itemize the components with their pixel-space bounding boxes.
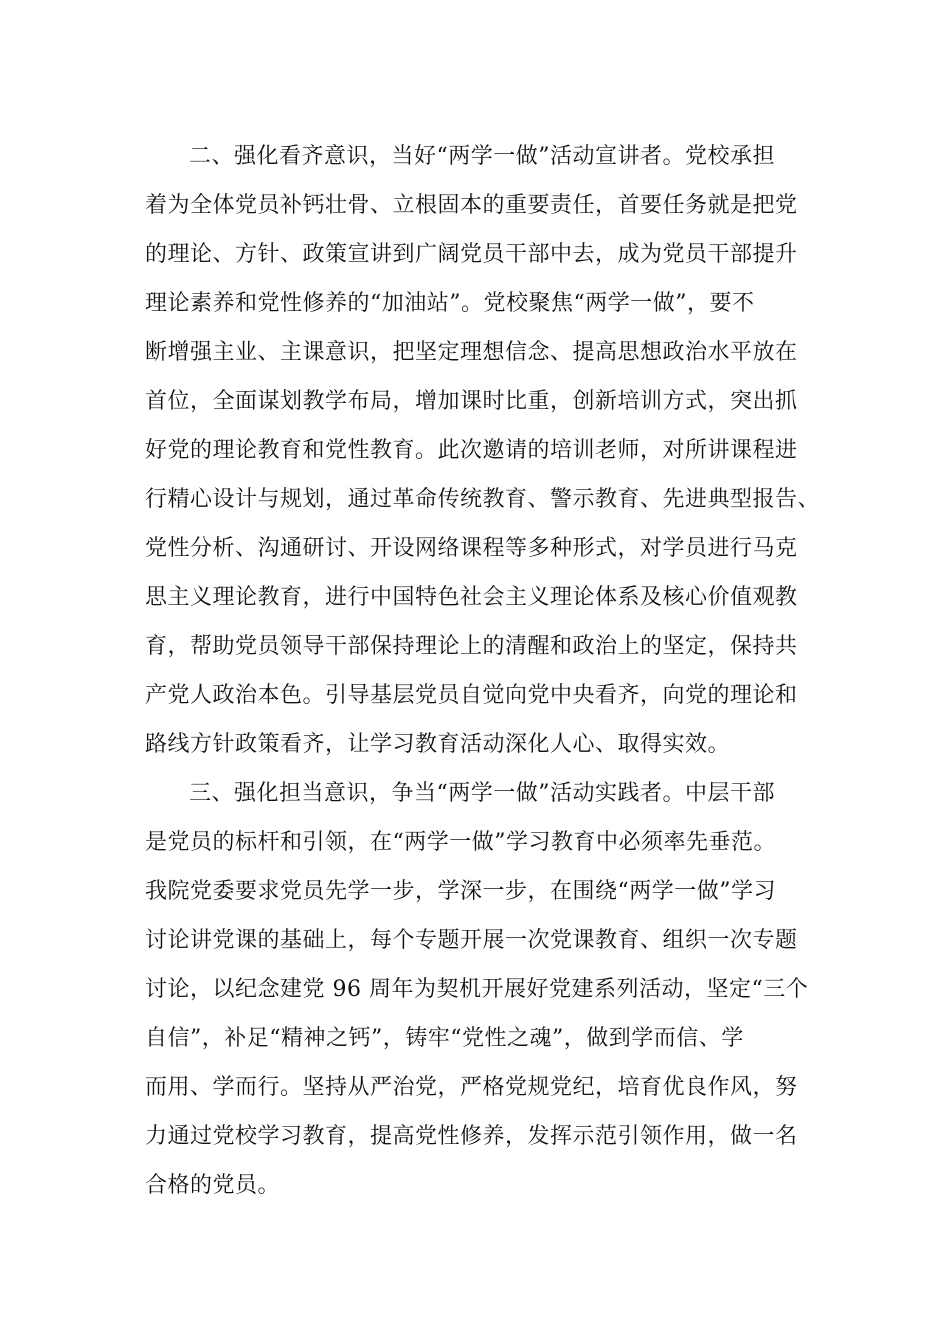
- text-line: 讨论，以纪念建党 96 周年为契机开展好党建系列活动，坚定“三个: [145, 977, 809, 1002]
- text-line: 行精心设计与规划，通过革命传统教育、警示教育、先进典型报告、: [145, 487, 821, 512]
- text-line: 好党的理论教育和党性教育。此次邀请的培训老师，对所讲课程进: [145, 438, 798, 463]
- text-line: 讨论讲党课的基础上，每个专题开展一次党课教育、组织一次专题: [145, 928, 798, 953]
- text-line: 三、强化担当意识，争当“两学一做”活动实践者。中层干部: [189, 781, 775, 806]
- paragraph-2: [145, 132, 825, 769]
- text-line: 二、强化看齐意识，当好“两学一做”活动宣讲者。党校承担: [189, 144, 775, 169]
- paragraph-3: [145, 769, 825, 1210]
- text-line: 育，帮助党员领导干部保持理论上的清醒和政治上的坚定，保持共: [145, 634, 798, 659]
- text-line: 产党人政治本色。引导基层党员自觉向党中央看齐，向党的理论和: [145, 683, 798, 708]
- text-line: 力通过党校学习教育，提高党性修养，发挥示范引领作用，做一名: [145, 1124, 798, 1149]
- text-line: 合格的党员。: [145, 1173, 281, 1198]
- text-line: 思主义理论教育，进行中国特色社会主义理论体系及核心价值观教: [145, 585, 798, 610]
- text-line: 首位，全面谋划教学布局，增加课时比重，创新培训方式，突出抓: [145, 389, 798, 414]
- text-line: 自信”，补足“精神之钙”，铸牢“党性之魂”，做到学而信、学: [145, 1026, 744, 1051]
- text-line: 理论素养和党性修养的“加油站”。党校聚焦“两学一做”，要不: [145, 291, 755, 316]
- text-line: 的理论、方针、政策宣讲到广阔党员干部中去，成为党员干部提升: [145, 242, 798, 267]
- text-line: 断增强主业、主课意识，把坚定理想信念、提高思想政治水平放在: [145, 340, 798, 365]
- document-body: [145, 132, 825, 1210]
- text-line: 着为全体党员补钙壮骨、立根固本的重要责任，首要任务就是把党: [145, 193, 798, 218]
- text-line: 是党员的标杆和引领，在“两学一做”学习教育中必须率先垂范。: [145, 830, 776, 855]
- text-line: 党性分析、沟通研讨、开设网络课程等多种形式，对学员进行马克: [145, 536, 798, 561]
- text-line: 路线方针政策看齐，让学习教育活动深化人心、取得实效。: [145, 732, 731, 757]
- text-line: 我院党委要求党员先学一步，学深一步，在围绕“两学一做”学习: [145, 879, 776, 904]
- text-line: 而用、学而行。坚持从严治党，严格党规党纪，培育优良作风，努: [145, 1075, 798, 1100]
